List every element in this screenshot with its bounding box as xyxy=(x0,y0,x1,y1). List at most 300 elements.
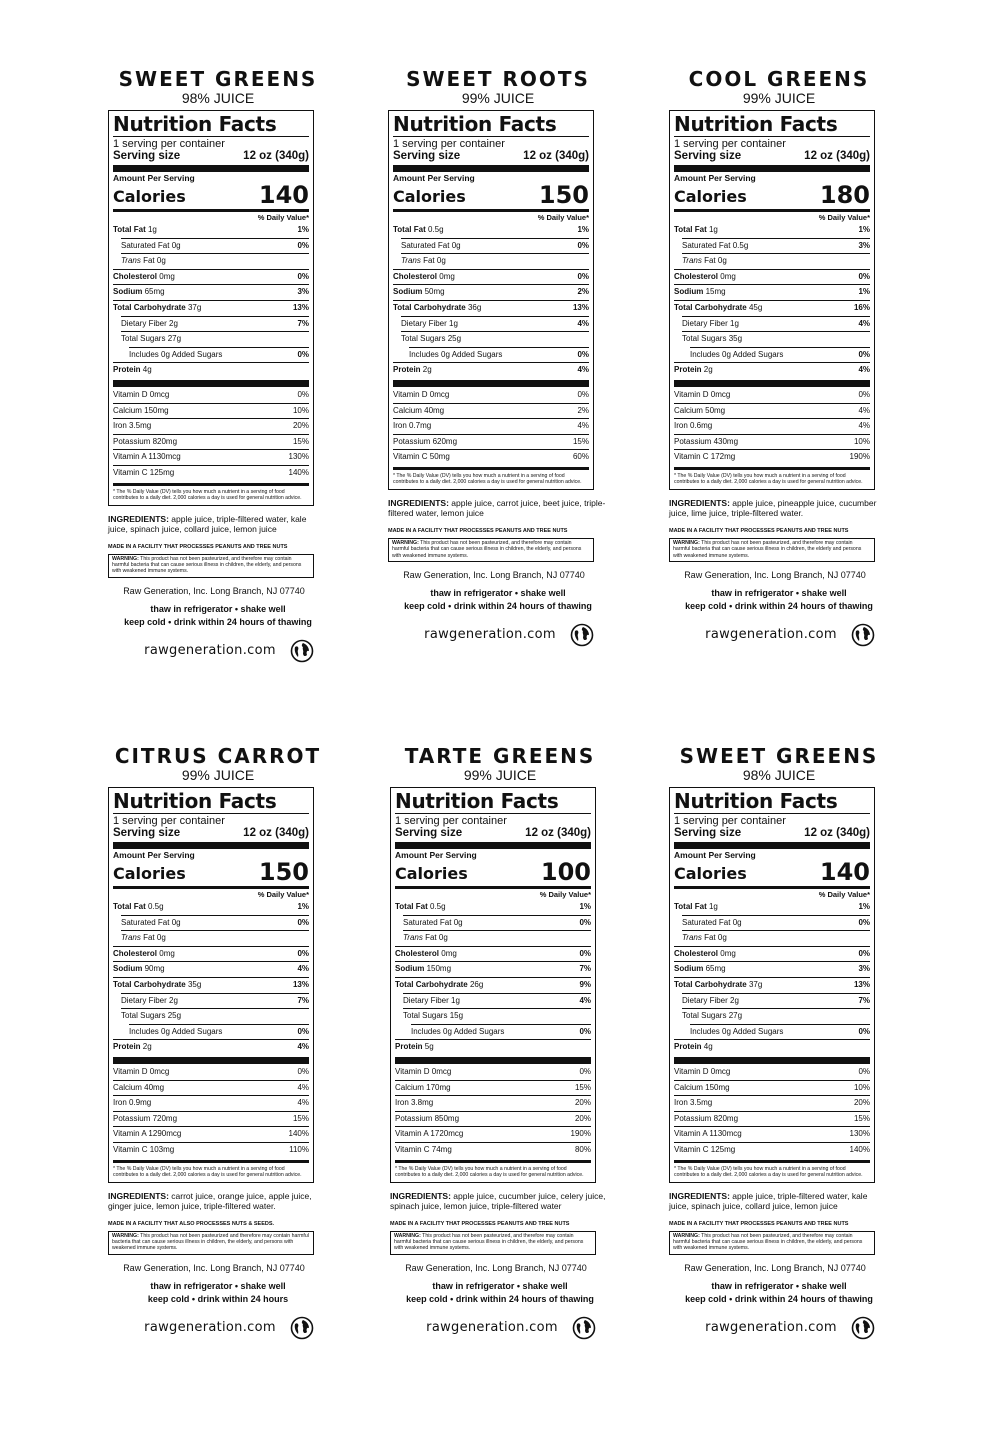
nutrient-label: Total Sugars xyxy=(401,334,446,344)
warning-box xyxy=(669,1231,875,1255)
vitamin-label: Iron 0.6mg xyxy=(674,421,713,431)
nutrient-label: Includes 0g Added Sugars xyxy=(690,1026,784,1036)
warning-box xyxy=(388,538,594,562)
nutrient-row xyxy=(682,316,870,332)
daily-value-footnote: * The % Daily Value (DV) tells you how much a nutrient in a serving of food contributes to a daily diet. 2,000 calories a day is used for general nutrition advice. xyxy=(395,1165,584,1178)
vitamin-daily-value: 4% xyxy=(577,421,589,431)
vitamin-label: Vitamin D 0mcg xyxy=(395,1066,452,1076)
nutrient-name xyxy=(129,1025,222,1040)
website-url: rawgeneration.com xyxy=(705,1320,837,1335)
nutrient-row xyxy=(395,961,591,977)
nutrient-amount: 27g xyxy=(728,1011,743,1021)
nutrient-row xyxy=(393,300,589,316)
vitamin-row xyxy=(395,1095,591,1111)
nutrient-label: Protein xyxy=(113,1042,141,1052)
nutrient-label: Cholesterol xyxy=(674,948,719,958)
nutrient-daily-value: 13% xyxy=(292,979,309,989)
handling-instructions-2: keep cold • drink within 24 hours of thawing xyxy=(685,600,873,611)
website-url: rawgeneration.com xyxy=(426,1320,558,1335)
nutrient-name xyxy=(403,994,460,1009)
vitamin-daily-value: 20% xyxy=(853,1098,870,1108)
ingredients-text: apple juice, pineapple juice, cucumber juice, lime juice, triple-filtered water. xyxy=(669,497,877,519)
nutrient-row xyxy=(682,930,870,946)
vitamin-row xyxy=(113,1126,309,1142)
nutrient-name xyxy=(674,363,713,378)
website-row xyxy=(382,623,614,647)
nutrient-label: Total Sugars xyxy=(121,334,166,344)
amount-per-serving: Amount Per Serving xyxy=(674,173,756,183)
nutrient-daily-value: 1% xyxy=(577,225,589,234)
nutrient-daily-value: 1% xyxy=(297,225,309,234)
nutrient-amount: 25g xyxy=(447,334,462,344)
nutrient-label: Total Fat xyxy=(393,225,426,234)
nutrient-label: Saturated Fat xyxy=(401,240,450,250)
ingredients xyxy=(390,1191,610,1212)
serving-size-row xyxy=(393,150,589,163)
nutrient-row xyxy=(113,362,309,378)
product-name: SWEET GREENS xyxy=(118,67,318,91)
nutrient-label: Total Sugars xyxy=(682,1011,727,1021)
servings-per-container: 1 serving per container xyxy=(674,138,786,150)
amount-per-serving: Amount Per Serving xyxy=(113,173,195,183)
nutrient-label: Total Carbohydrate xyxy=(674,979,747,989)
vitamin-label: Iron 3.8mg xyxy=(395,1098,434,1108)
vitamin-daily-value: 190% xyxy=(570,1129,591,1139)
facility-statement: MADE IN A FACILITY THAT PROCESSES PEANUTS AND TREE NUTS xyxy=(108,543,288,550)
vitamin-row xyxy=(674,1095,870,1111)
nutrient-label: Total Fat xyxy=(395,902,428,911)
nutrient-amount: 1g xyxy=(147,225,157,234)
juice-label xyxy=(663,745,895,1340)
handling-instructions-1: thaw in refrigerator • shake well xyxy=(150,1280,286,1291)
nutrient-name xyxy=(401,254,446,269)
nutrient-label: Total Sugars xyxy=(403,1011,448,1021)
serving-size-value: 12 oz (340g) xyxy=(525,827,591,839)
warning-text: This product has not been pasteurized, and therefore may contain harmful bacteria that can cause serious illness in children, the elderly, and persons with weakened immune systems. xyxy=(112,555,302,575)
daily-value-footnote: * The % Daily Value (DV) tells you how much a nutrient in a serving of food contributes to a daily diet. 2,000 calories a day is used for general nutrition advice. xyxy=(113,488,302,501)
vitamin-label: Vitamin A 1130mcg xyxy=(674,1129,742,1139)
facility-statement: MADE IN A FACILITY THAT PROCESSES PEANUTS AND TREE NUTS xyxy=(390,1220,570,1227)
serving-size-row xyxy=(113,827,309,840)
vitamin-label: Vitamin C 125mg xyxy=(113,467,175,477)
vitamin-daily-value: 4% xyxy=(297,1082,309,1092)
nutrient-name xyxy=(113,978,201,993)
nutrient-name xyxy=(395,962,451,977)
nutrient-name xyxy=(682,317,739,332)
warning-box xyxy=(108,1231,314,1255)
vitamin-row xyxy=(674,1080,870,1096)
vitamin-label: Vitamin C 50mg xyxy=(393,452,450,462)
company-address: Raw Generation, Inc. Long Branch, NJ 07740 xyxy=(123,1262,305,1273)
nutrition-facts-title: Nutrition Facts xyxy=(113,789,277,813)
company-address: Raw Generation, Inc. Long Branch, NJ 07740 xyxy=(403,569,585,580)
juice-percentage: 98% JUICE xyxy=(181,90,255,106)
nutrient-label: Cholesterol xyxy=(393,271,438,281)
nutrient-daily-value: 0% xyxy=(858,917,870,927)
ingredients xyxy=(669,1191,889,1212)
vitamin-label: Vitamin D 0mcg xyxy=(674,1066,731,1076)
vitamin-daily-value: 0% xyxy=(297,389,309,399)
nutrient-row xyxy=(121,915,309,931)
ingredients-label: INGREDIENTS: xyxy=(108,1190,169,1201)
nutrient-name xyxy=(121,239,181,254)
vitamin-row xyxy=(674,1142,870,1158)
nutrient-amount: 2g xyxy=(703,365,713,375)
nutrient-row xyxy=(121,331,309,347)
nutrient-label: Total Fat xyxy=(113,902,146,911)
nutrient-label: Dietary Fiber xyxy=(682,995,728,1005)
product-name: SWEET ROOTS xyxy=(406,67,590,91)
warning-text: This product has not been pasteurized, and therefore may contain harmful bacteria that can cause serious illness in children, the elderly, and persons with weakened immune systems. xyxy=(392,539,582,559)
nutrient-name xyxy=(113,223,157,238)
nutrient-amount: Fat 0g xyxy=(143,256,166,266)
nutrient-name xyxy=(411,1025,504,1040)
nutrient-daily-value: 13% xyxy=(572,302,589,312)
servings-per-container: 1 serving per container xyxy=(395,815,507,827)
vitamin-daily-value: 0% xyxy=(577,389,589,399)
amount-per-serving: Amount Per Serving xyxy=(393,173,475,183)
vitamin-daily-value: 10% xyxy=(853,1082,870,1092)
nutrient-row xyxy=(113,900,309,915)
nutrient-daily-value: 4% xyxy=(297,964,309,974)
nutrient-name xyxy=(674,947,736,962)
nutrient-name xyxy=(121,254,166,269)
nutrient-row xyxy=(401,253,589,269)
vitamin-daily-value: 4% xyxy=(297,1098,309,1108)
nutrition-facts-panel xyxy=(669,110,875,490)
nutrient-row xyxy=(401,316,589,332)
nutrition-facts-title: Nutrition Facts xyxy=(395,789,559,813)
nutrient-name xyxy=(113,270,175,285)
nutrient-daily-value: 7% xyxy=(297,995,309,1005)
vitamin-label: Vitamin D 0mcg xyxy=(113,1066,170,1076)
nutrient-name xyxy=(674,978,762,993)
calories-row xyxy=(113,183,309,207)
calories-row xyxy=(674,860,870,884)
vitamin-row xyxy=(395,1111,591,1127)
vitamin-label: Calcium 40mg xyxy=(113,1082,165,1092)
nutrient-daily-value: 16% xyxy=(853,302,870,312)
nutrient-row xyxy=(121,316,309,332)
nutrient-amount: 0.5g xyxy=(147,902,164,911)
warning-box xyxy=(108,554,314,578)
nutrient-daily-value: 0% xyxy=(858,271,870,281)
nutrient-amount: Fat 0g xyxy=(704,933,727,943)
daily-value-header: % Daily Value* xyxy=(539,890,591,899)
amount-per-serving: Amount Per Serving xyxy=(674,850,756,860)
nutrient-amount: 2g xyxy=(169,995,178,1005)
vitamin-row xyxy=(674,434,870,450)
nutrient-daily-value: 0% xyxy=(579,917,591,927)
nutrient-row xyxy=(121,238,309,254)
nutrient-amount: 37g xyxy=(748,979,763,989)
facility-statement: MADE IN A FACILITY THAT PROCESSES PEANUTS AND TREE NUTS xyxy=(388,527,568,534)
vitamin-daily-value: 110% xyxy=(289,1144,309,1154)
nutrient-amount: 0.5g xyxy=(732,240,749,250)
handling-instructions-2: keep cold • drink within 24 hours of thawing xyxy=(406,1293,594,1304)
vitamin-row xyxy=(395,1126,591,1142)
nutrient-list xyxy=(113,900,309,1055)
nutrient-daily-value: 4% xyxy=(577,318,589,328)
vitamin-daily-value: 130% xyxy=(288,452,309,462)
vitamin-row xyxy=(674,1126,870,1142)
website-url: rawgeneration.com xyxy=(705,627,837,643)
nutrient-name xyxy=(393,285,445,300)
nutrient-amount: Fat 0g xyxy=(425,933,448,943)
globe-logo-icon xyxy=(570,623,594,647)
calories-row xyxy=(393,183,589,207)
nutrient-list xyxy=(113,223,309,378)
website-row xyxy=(102,639,334,663)
nutrient-name xyxy=(674,223,718,238)
vitamin-label: Calcium 40mg xyxy=(393,405,445,415)
juice-percentage: 98% JUICE xyxy=(742,767,816,783)
nutrient-row xyxy=(113,284,309,300)
nutrient-amount: 35g xyxy=(187,979,202,989)
vitamin-label: Vitamin A 1130mcg xyxy=(113,452,181,462)
juice-label xyxy=(382,68,614,647)
nutrition-facts-panel xyxy=(669,787,875,1183)
nutrient-daily-value: 0% xyxy=(858,948,870,958)
nutrient-row xyxy=(674,300,870,316)
nutrient-name xyxy=(121,916,181,931)
nutrient-row xyxy=(690,347,870,363)
nutrient-name xyxy=(393,223,444,238)
company-address: Raw Generation, Inc. Long Branch, NJ 07740 xyxy=(684,1262,866,1273)
nutrient-daily-value: 0% xyxy=(579,948,591,958)
calories-label: Calories xyxy=(113,187,186,206)
nutrient-daily-value: 7% xyxy=(297,318,309,328)
vitamin-row xyxy=(113,449,309,465)
vitamin-list xyxy=(674,1065,870,1158)
vitamin-daily-value: 4% xyxy=(858,421,870,431)
vitamin-row xyxy=(113,418,309,434)
vitamin-daily-value: 80% xyxy=(574,1144,591,1154)
vitamin-row xyxy=(674,403,870,419)
nutrient-daily-value: 4% xyxy=(577,365,589,375)
vitamin-row xyxy=(113,388,309,403)
nutrient-row xyxy=(121,253,309,269)
ingredients-text: apple juice, carrot juice, beet juice, triple-filtered water, lemon juice xyxy=(388,497,606,519)
nutrient-name xyxy=(682,239,748,254)
warning-label: WARNING: xyxy=(673,1232,700,1239)
nutrient-name xyxy=(682,254,727,269)
nutrient-daily-value: 0% xyxy=(577,271,589,281)
nutrient-name xyxy=(674,285,726,300)
nutrient-name xyxy=(113,962,165,977)
nutrient-label: Total Fat xyxy=(674,902,707,911)
vitamin-label: Calcium 150mg xyxy=(674,1082,730,1092)
vitamin-label: Potassium 620mg xyxy=(393,436,458,446)
nutrient-name xyxy=(395,947,457,962)
vitamin-row xyxy=(393,388,589,403)
nutrient-label: Total Sugars xyxy=(121,1011,166,1021)
warning-text: This product has not been pasteurized and therefore may contain harmful bacteria that can cause serious illness in children, the elderly, and persons with weakened immune systems. xyxy=(112,1232,309,1252)
nutrient-row xyxy=(113,1039,309,1055)
vitamin-row xyxy=(393,449,589,465)
website-row xyxy=(663,623,895,647)
ingredients-text: apple juice, cucumber juice, celery juice, spinach juice, lemon juice, triple-filtered water xyxy=(390,1190,606,1211)
nutrition-facts-title: Nutrition Facts xyxy=(113,112,277,136)
nutrient-row xyxy=(395,977,591,993)
calories-row xyxy=(113,860,309,884)
warning-box xyxy=(669,538,875,562)
nutrient-row xyxy=(121,930,309,946)
ingredients xyxy=(108,1191,328,1212)
nutrition-facts-title: Nutrition Facts xyxy=(674,112,838,136)
nutrient-row xyxy=(411,1024,591,1040)
vitamin-daily-value: 140% xyxy=(849,1144,870,1154)
nutrient-row xyxy=(393,284,589,300)
nutrient-list xyxy=(674,900,870,1055)
nutrient-amount: 0.5g xyxy=(427,225,444,234)
nutrient-row xyxy=(121,993,309,1009)
vitamin-daily-value: 15% xyxy=(572,436,589,446)
nutrient-amount: 27g xyxy=(167,334,182,344)
nutrient-label: Sodium xyxy=(113,287,143,297)
vitamin-daily-value: 0% xyxy=(579,1066,591,1076)
nutrient-amount: 0mg xyxy=(439,271,455,281)
vitamin-row xyxy=(113,1065,309,1080)
calories-row xyxy=(395,860,591,884)
globe-logo-icon xyxy=(851,1316,875,1340)
nutrient-name xyxy=(682,916,742,931)
vitamin-daily-value: 0% xyxy=(858,389,870,399)
nutrient-name xyxy=(113,301,201,316)
vitamin-row xyxy=(674,418,870,434)
nutrient-name xyxy=(682,931,727,946)
warning-text: This product has not been pasteurized, and therefore may contain harmful bacteria that can cause serious illness in children, the elderly and persons with weakened immune systems. xyxy=(673,539,862,559)
vitamin-label: Calcium 50mg xyxy=(674,405,726,415)
serving-size-label: Serving size xyxy=(395,827,463,839)
nutrient-amount: 4g xyxy=(703,1042,713,1052)
nutrient-amount: 1g xyxy=(449,318,458,328)
nutrient-daily-value: 0% xyxy=(858,1026,870,1036)
vitamin-daily-value: 4% xyxy=(858,405,870,415)
calories-label: Calories xyxy=(393,187,466,206)
product-name: CITRUS CARROT xyxy=(114,744,322,768)
vitamin-row xyxy=(113,1142,309,1158)
nutrient-name xyxy=(393,301,481,316)
vitamin-label: Iron 3.5mg xyxy=(113,421,152,431)
nutrient-label: Dietary Fiber xyxy=(403,995,449,1005)
nutrient-label: Cholesterol xyxy=(113,948,158,958)
warning-label: WARNING: xyxy=(392,539,419,546)
nutrient-row xyxy=(682,253,870,269)
calories-label: Calories xyxy=(674,187,747,206)
vitamin-row xyxy=(113,465,309,481)
nutrient-daily-value: 4% xyxy=(297,1042,309,1052)
nutrition-facts-title: Nutrition Facts xyxy=(674,789,838,813)
nutrient-name xyxy=(121,332,181,347)
nutrient-daily-value: 1% xyxy=(858,902,870,911)
juice-label xyxy=(102,68,334,663)
nutrient-daily-value: 0% xyxy=(297,271,309,281)
nutrient-name xyxy=(113,363,152,378)
vitamin-label: Vitamin C 103mg xyxy=(113,1144,175,1154)
warning-label: WARNING: xyxy=(112,1232,139,1239)
nutrient-row xyxy=(674,900,870,915)
juice-percentage: 99% JUICE xyxy=(461,90,535,106)
nutrient-row xyxy=(113,946,309,962)
vitamin-row xyxy=(393,418,589,434)
nutrient-label: Protein xyxy=(113,365,141,375)
warning-box xyxy=(390,1231,596,1255)
nutrient-amount: 0.5g xyxy=(429,902,446,911)
website-row xyxy=(102,1316,334,1340)
calories-label: Calories xyxy=(113,864,186,883)
nutrient-name xyxy=(682,1009,742,1024)
vitamin-daily-value: 15% xyxy=(853,1113,870,1123)
daily-value-footnote: * The % Daily Value (DV) tells you how much a nutrient in a serving of food contributes to a daily diet. 2,000 calories a day is used for general nutrition advice. xyxy=(674,472,863,486)
nutrient-row xyxy=(395,900,591,915)
nutrient-amount: 1g xyxy=(451,995,460,1005)
nutrient-daily-value: 0% xyxy=(858,349,870,359)
calories-value: 180 xyxy=(819,181,870,209)
nutrient-label: Saturated Fat xyxy=(121,917,170,927)
nutrient-label: Includes 0g Added Sugars xyxy=(411,1026,505,1036)
nutrient-amount: 45g xyxy=(748,302,763,312)
nutrient-amount: 0mg xyxy=(441,948,457,958)
nutrient-amount: 0mg xyxy=(720,948,736,958)
nutrient-amount: 5g xyxy=(424,1042,434,1052)
warning-text: This product has not been pasteurized, and therefore may contain harmful bacteria that can cause serious illness in children, the elderly, and persons with weakened immune systems. xyxy=(673,1232,863,1252)
nutrient-amount: Fat 0g xyxy=(423,256,446,266)
ingredients-label: INGREDIENTS: xyxy=(390,1190,451,1201)
nutrient-list xyxy=(395,900,591,1055)
nutrient-row xyxy=(682,238,870,254)
vitamin-daily-value: 20% xyxy=(292,421,309,431)
nutrient-row xyxy=(682,915,870,931)
nutrient-name xyxy=(674,1040,713,1055)
nutrient-row xyxy=(113,223,309,238)
daily-value-header: % Daily Value* xyxy=(257,213,309,222)
product-name: SWEET GREENS xyxy=(679,744,879,768)
vitamin-label: Potassium 820mg xyxy=(674,1113,739,1123)
vitamin-label: Potassium 850mg xyxy=(395,1113,460,1123)
vitamin-label: Vitamin D 0mcg xyxy=(393,389,450,399)
serving-size-row xyxy=(113,150,309,163)
facility-statement: MADE IN A FACILITY THAT PROCESSES PEANUTS AND TREE NUTS xyxy=(669,1220,849,1227)
nutrient-list xyxy=(674,223,870,378)
vitamin-label: Vitamin D 0mcg xyxy=(113,389,170,399)
nutrient-label: Sodium xyxy=(113,964,143,974)
nutrient-row xyxy=(674,977,870,993)
vitamin-daily-value: 0% xyxy=(297,1066,309,1076)
nutrient-daily-value: 1% xyxy=(297,902,309,911)
nutrient-name xyxy=(121,931,166,946)
nutrient-daily-value: 13% xyxy=(853,979,870,989)
nutrient-label: Trans xyxy=(121,256,141,266)
nutrient-amount: 0g xyxy=(732,917,742,927)
nutrient-name xyxy=(690,1025,783,1040)
warning-text: This product has not been pasteurized, and therefore may contain harmful bacteria that can cause serious illness in children, the elderly, and persons with weakened immune systems. xyxy=(394,1232,584,1252)
nutrient-row xyxy=(393,269,589,285)
nutrient-name xyxy=(121,994,178,1009)
serving-size-value: 12 oz (340g) xyxy=(804,827,870,839)
facility-statement: MADE IN A FACILITY THAT ALSO PROCESSES NUTS & SEEDS. xyxy=(108,1220,275,1227)
vitamin-label: Potassium 720mg xyxy=(113,1113,178,1123)
nutrition-facts-panel xyxy=(390,787,596,1183)
nutrient-name xyxy=(113,900,164,915)
nutrient-daily-value: 1% xyxy=(858,225,870,234)
nutrient-amount: 0mg xyxy=(159,271,175,281)
nutrient-amount: 26g xyxy=(469,979,484,989)
handling-instructions-2: keep cold • drink within 24 hours of thawing xyxy=(404,600,592,611)
nutrient-daily-value: 0% xyxy=(297,948,309,958)
nutrient-name xyxy=(674,962,726,977)
nutrient-row xyxy=(113,269,309,285)
